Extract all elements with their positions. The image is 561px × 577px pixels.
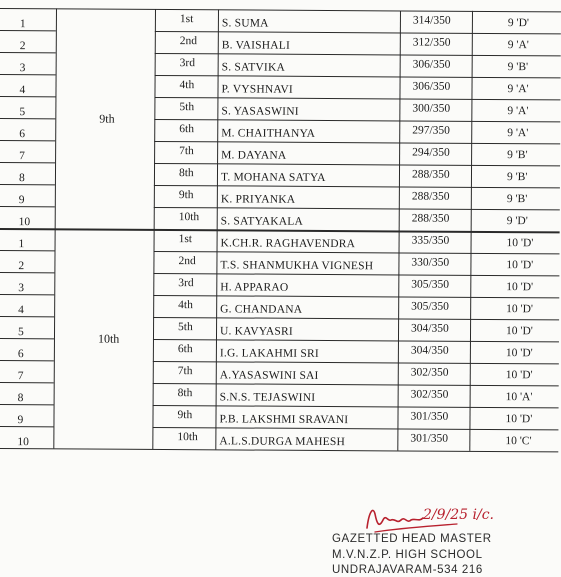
row-border <box>0 228 560 233</box>
marks-cell: 314/350 <box>412 14 451 27</box>
student-name: G. CHANDANA <box>220 303 303 316</box>
student-name: P.B. LAKSHMI SRAVANI <box>219 413 349 427</box>
student-name: B. VAISHALI <box>221 39 291 52</box>
stamp-school-name: M.V.N.Z.P. HIGH SCHOOL <box>332 549 483 561</box>
student-name: M. CHAITHANYA <box>221 127 316 140</box>
serial-number: 3 <box>19 62 26 75</box>
serial-number: 7 <box>17 370 24 383</box>
section-cell: 9 'B' <box>507 149 528 162</box>
table-grid <box>0 8 561 11</box>
marks-cell: 306/350 <box>412 80 451 93</box>
row-border <box>0 140 55 141</box>
student-name: K.CH.R. RAGHAVENDRA <box>220 237 356 251</box>
student-name: H. APPARAO <box>220 281 289 294</box>
marks-cell: 305/350 <box>411 300 449 313</box>
serial-number: 4 <box>18 304 24 317</box>
section-cell: 10 'D' <box>506 259 534 272</box>
rank-cell: 10th <box>177 431 198 444</box>
rank-cell: 2nd <box>178 255 196 268</box>
row-border <box>154 207 560 210</box>
serial-number: 2 <box>19 40 26 53</box>
row-border <box>0 162 55 163</box>
serial-number: 10 <box>17 436 29 449</box>
row-border <box>0 118 55 119</box>
section-cell: 9 'B' <box>507 61 529 74</box>
row-border <box>0 206 55 207</box>
results-table <box>0 8 561 463</box>
row-border <box>153 383 559 386</box>
row-border <box>153 361 559 364</box>
section-cell: 9 'A' <box>507 105 529 118</box>
row-border <box>153 317 559 320</box>
row-border <box>153 273 559 276</box>
rank-cell: 1st <box>179 13 194 26</box>
class-label: 9th <box>99 111 115 126</box>
section-cell: 9 'B' <box>506 193 528 206</box>
marks-cell: 301/350 <box>410 410 449 423</box>
row-border <box>0 184 55 185</box>
rank-cell: 7th <box>177 365 193 378</box>
student-name: T. MOHANA SATYA <box>220 171 326 184</box>
row-border <box>0 382 54 383</box>
row-border <box>0 448 558 452</box>
section-cell: 9 'A' <box>507 83 529 96</box>
marks-cell: 335/350 <box>411 234 450 247</box>
section-cell: 10 'D' <box>506 281 534 294</box>
row-border <box>153 339 559 342</box>
rank-cell: 2nd <box>179 35 198 48</box>
row-border <box>154 163 560 166</box>
row-border <box>0 52 56 53</box>
marks-cell: 305/350 <box>411 278 450 291</box>
row-border <box>152 427 558 430</box>
serial-number: 4 <box>19 84 26 97</box>
student-name: S. SATYAKALA <box>220 215 304 228</box>
rank-cell: 5th <box>178 321 193 334</box>
row-border <box>0 272 54 273</box>
serial-number: 10 <box>18 216 31 229</box>
section-cell: 9 'D' <box>507 17 530 30</box>
serial-number: 6 <box>17 348 24 361</box>
row-border <box>0 74 56 75</box>
row-border <box>0 404 54 405</box>
student-name: S. SATVIKA <box>221 61 286 74</box>
marks-cell: 297/350 <box>412 124 450 137</box>
row-border <box>154 141 560 144</box>
marks-cell: 301/350 <box>410 432 449 445</box>
row-border <box>155 53 561 56</box>
serial-number: 8 <box>17 392 24 405</box>
section-cell: 10 'D' <box>506 237 534 250</box>
section-cell: 9 'B' <box>506 171 528 184</box>
rank-cell: 6th <box>179 123 195 136</box>
marks-cell: 300/350 <box>412 102 451 115</box>
section-cell: 9 'A' <box>507 39 529 52</box>
student-name: S. YASASWINI <box>221 105 299 118</box>
student-name: S. SUMA <box>221 17 269 30</box>
row-border <box>0 426 53 427</box>
row-border <box>154 251 560 254</box>
student-name: K. PRIYANKA <box>220 193 296 206</box>
serial-number: 9 <box>18 194 25 207</box>
student-name: T.S. SHANMUKHA VIGNESH <box>220 259 374 273</box>
rank-cell: 1st <box>178 233 193 246</box>
serial-number: 3 <box>18 282 25 295</box>
serial-number: 2 <box>18 260 25 273</box>
section-cell: 9 'D' <box>506 215 528 228</box>
student-name: A.YASASWINI SAI <box>219 369 319 382</box>
rank-cell: 6th <box>177 343 193 356</box>
serial-number: 7 <box>19 150 25 163</box>
row-border <box>153 295 559 298</box>
marks-cell: 288/350 <box>411 168 450 181</box>
rank-cell: 8th <box>178 167 194 180</box>
marks-cell: 294/350 <box>412 146 450 159</box>
student-name: A.L.S.DURGA MAHESH <box>219 435 346 449</box>
marks-cell: 302/350 <box>410 366 449 379</box>
rank-cell: 4th <box>178 299 193 312</box>
row-border <box>0 360 54 361</box>
student-name: M. DAYANA <box>221 149 287 162</box>
row-border <box>0 30 56 31</box>
marks-cell: 330/350 <box>411 256 450 269</box>
row-border <box>0 250 55 251</box>
row-border <box>153 405 559 408</box>
section-cell: 10 'A' <box>505 391 533 404</box>
marks-cell: 288/350 <box>411 212 450 225</box>
rank-cell: 3rd <box>179 57 196 70</box>
section-cell: 10 'D' <box>505 325 533 338</box>
marks-cell: 302/350 <box>410 388 449 401</box>
row-border <box>154 185 560 188</box>
section-cell: 10 'D' <box>505 347 533 360</box>
serial-number: 1 <box>18 238 25 251</box>
signature-flourish <box>375 524 457 532</box>
student-name: U. KAVYASRI <box>219 325 293 338</box>
rank-cell: 7th <box>179 145 194 158</box>
row-border <box>155 31 561 34</box>
section-cell: 10 'D' <box>505 369 533 382</box>
stamp-school-address: UNDRAJAVARAM-534 216 <box>332 564 483 576</box>
serial-number: 5 <box>17 326 24 339</box>
stamp-designation: GAZETTED HEAD MASTER <box>332 533 492 545</box>
serial-number: 8 <box>18 172 25 185</box>
serial-number: 6 <box>19 128 26 141</box>
serial-number: 1 <box>19 18 26 31</box>
student-name: S.N.S. TEJASWINI <box>219 391 316 404</box>
section-cell: 10 'D' <box>506 303 534 316</box>
row-border <box>0 338 54 339</box>
section-cell: 10 'D' <box>505 413 533 426</box>
row-border <box>154 119 560 122</box>
student-name: I.G. LAKAHMI SRI <box>219 347 319 360</box>
marks-cell: 304/350 <box>411 322 449 335</box>
handwritten-signature <box>361 498 561 538</box>
rank-cell: 9th <box>178 189 194 202</box>
marks-cell: 306/350 <box>412 58 451 71</box>
serial-number: 5 <box>19 106 26 119</box>
rank-cell: 5th <box>179 101 195 114</box>
signature-scrawl <box>367 510 423 528</box>
section-cell: 10 'C' <box>505 435 532 448</box>
rank-cell: 8th <box>177 387 193 400</box>
row-border <box>0 8 561 12</box>
rank-cell: 3rd <box>178 277 194 290</box>
serial-number: 9 <box>17 414 24 427</box>
signature-date: 2/9/25 i/c. <box>423 507 494 523</box>
row-border <box>155 75 561 78</box>
row-border <box>0 316 54 317</box>
row-border <box>0 294 54 295</box>
class-label: 10th <box>97 331 120 346</box>
rank-cell: 4th <box>179 79 195 92</box>
marks-cell: 312/350 <box>412 36 451 49</box>
row-border <box>154 97 560 100</box>
rank-cell: 9th <box>177 409 193 422</box>
section-cell: 9 'A' <box>507 127 529 140</box>
rank-cell: 10th <box>178 211 200 224</box>
marks-cell: 304/350 <box>410 344 449 357</box>
headmaster-signature-stamp <box>325 498 561 577</box>
marks-cell: 288/350 <box>411 190 450 203</box>
student-name: P. VYSHNAVI <box>221 83 293 96</box>
row-border <box>0 96 55 97</box>
